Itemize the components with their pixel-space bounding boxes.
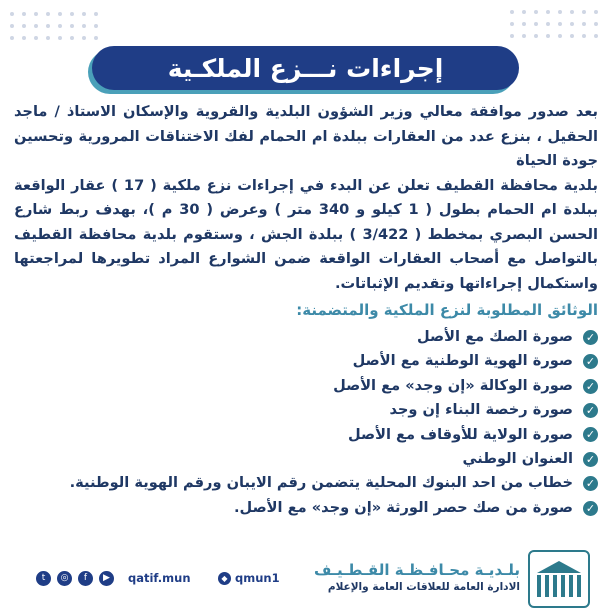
document-label: خطاب من احد البنوك المحلية يتضمن رقم الايبان ورقم الهوية الوطنية. [69,474,573,492]
organization-block [314,560,520,594]
announcement-body [14,100,598,520]
intro-text [14,100,598,296]
document-label: صورة الهوية الوطنية مع الأصل [352,352,573,370]
snapchat-handle-group[interactable] [218,571,280,585]
instagram-icon[interactable]: ◎ [57,571,72,586]
footer [0,562,610,610]
page-title: إجراءات نـــزع الملكـية [92,46,519,90]
document-label: صورة الوكالة «إن وجد» مع الأصل [333,376,573,394]
decorative-dots-right [510,10,600,40]
organization-department: الادارة العامة للعلاقات العامة والإعلام [327,581,520,593]
check-icon: ✓ [583,427,598,442]
organization-name: بلـديـة محـافـظـة القـطـيـف [313,561,520,579]
check-icon: ✓ [583,452,598,467]
list-item [14,398,598,422]
logo-base-shape [537,575,581,597]
document-label: صورة الصك مع الأصل [417,328,573,345]
check-icon: ✓ [583,476,598,491]
document-label: صورة الولاية للأوقاف مع الأصل [347,425,573,443]
logo-roof-shape [537,561,581,573]
snapchat-icon: ◆ [218,572,231,585]
document-label: صورة من صك حصر الورثة «إن وجد» مع الأصل. [234,498,573,516]
decorative-dots-left [10,12,100,42]
documents-heading: الوثائق المطلوبة لنزع الملكية والمتضمنة: [296,301,598,319]
youtube-icon[interactable]: ▶ [99,571,114,586]
social-icons [36,571,114,586]
facebook-icon[interactable]: f [78,571,93,586]
document-label: العنوان الوطني [462,450,573,468]
list-item [14,325,598,349]
check-icon: ✓ [583,379,598,394]
intro-paragraph-2: بلدية محافظة القطيف تعلن عن البدء في إجراءات نزع ملكية ( 17 ) عقار الواقعة ببلدة ام الحمام بطول ( 1 كيلو و 340 متر ) وعرض ( 30 م )، بهدف ربط شارع الحسن البصري بمخطط ( 3/422 ) ببلدة الجش ، وستقوم بلدية محافظة القطيف بالتواصل مع أصحاب العقارات الواقعة ضمن الشوارع المراد تطويرها لمراجعتها واستكمال إجراءاتها وتقديم الإثباتات. [14,176,598,292]
list-item [14,447,598,471]
check-icon: ✓ [583,330,598,345]
social-handle[interactable]: qatif.mun [128,571,191,585]
check-icon: ✓ [583,354,598,369]
twitter-icon[interactable]: t [36,571,51,586]
check-icon: ✓ [583,501,598,516]
intro-paragraph-1: بعد صدور موافقة معالي وزير الشؤون البلدية والقروية والإسكان الاستاذ / ماجد الحقيل ، بنزع عدد من العقارات ببلدة ام الحمام لفك الاختناقات المرورية وتحسين جودة الحياة [14,103,598,169]
check-icon: ✓ [583,403,598,418]
documents-list [14,325,598,520]
document-label: صورة رخصة البناء إن وجد [389,401,573,419]
list-item [14,423,598,447]
list-item [14,349,598,373]
list-item [14,496,598,520]
title-banner [92,46,519,90]
snapchat-handle: qmun1 [235,571,280,585]
municipality-logo [528,550,590,608]
list-item [14,471,598,495]
list-item [14,374,598,398]
